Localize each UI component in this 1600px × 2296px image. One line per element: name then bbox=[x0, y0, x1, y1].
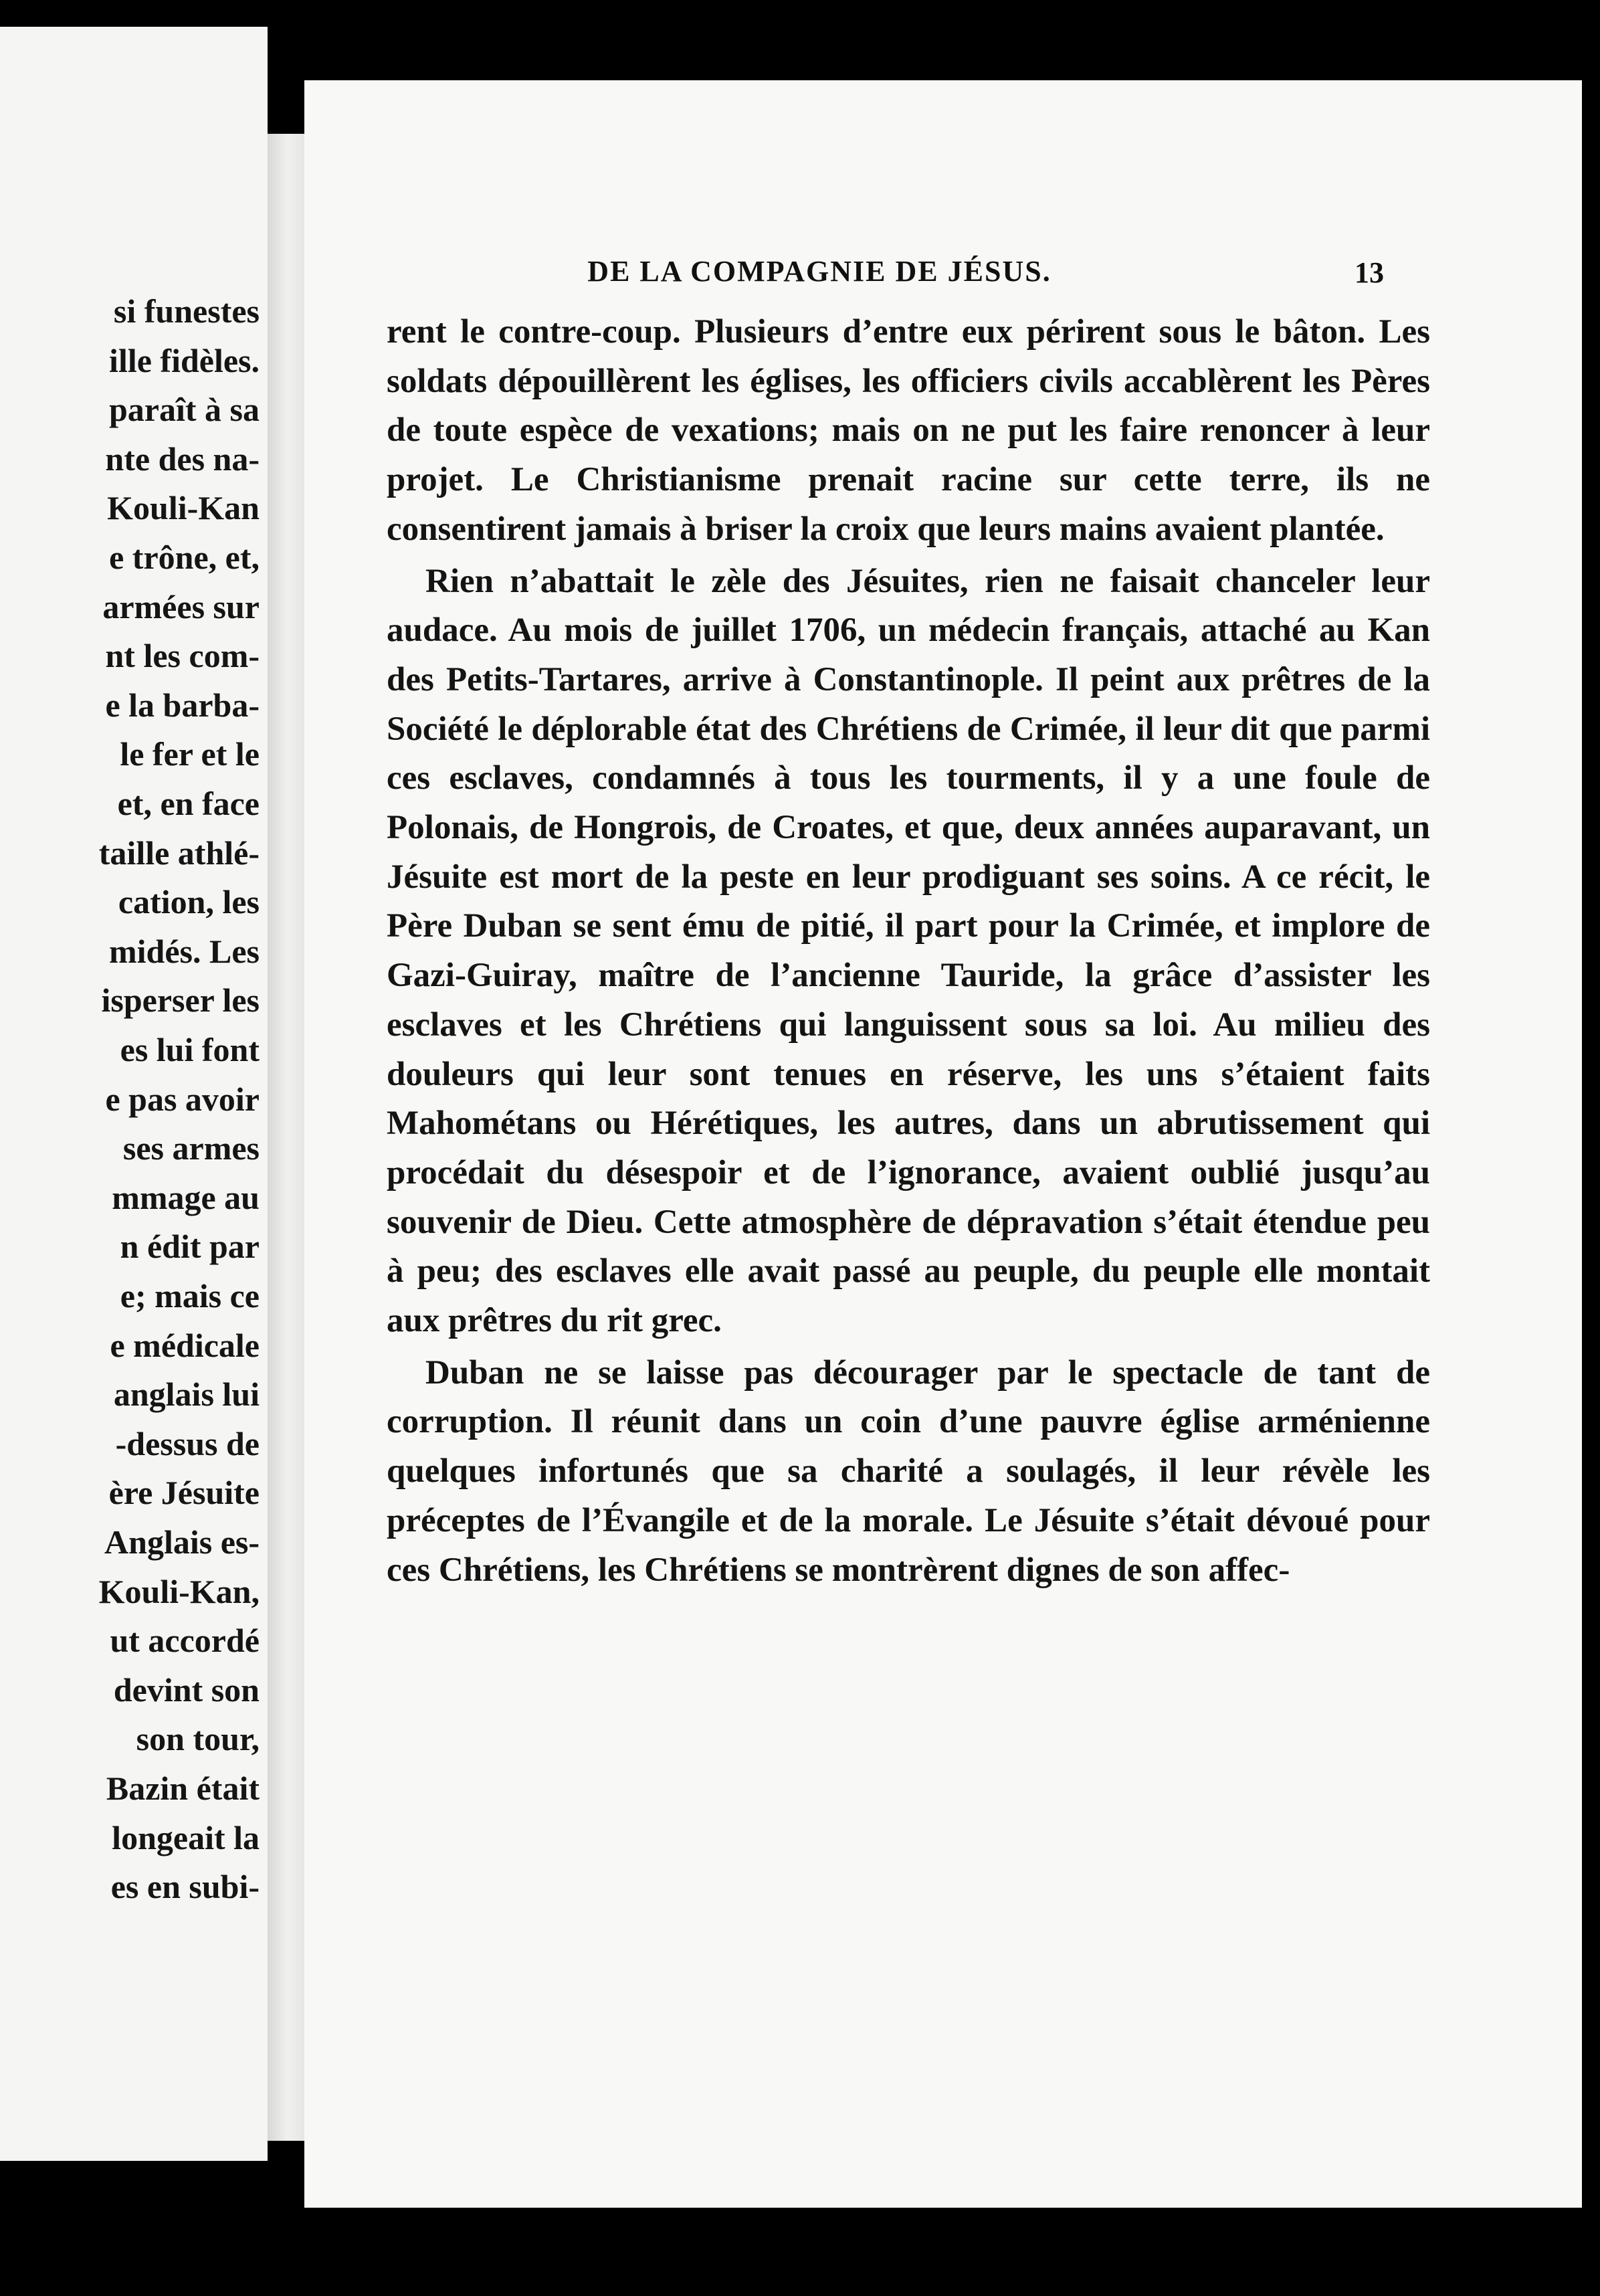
left-page-line: Kouli-Kan bbox=[107, 489, 260, 527]
left-page-line: paraît à sa bbox=[109, 391, 260, 429]
left-page bbox=[0, 27, 268, 2161]
left-page-line: le fer et le bbox=[120, 735, 260, 773]
left-page-line: nt les com- bbox=[105, 637, 260, 675]
running-header: DE LA COMPAGNIE DE JÉSUS. bbox=[587, 255, 1052, 288]
page-number: 13 bbox=[1355, 256, 1384, 289]
left-page-line: e pas avoir bbox=[105, 1080, 260, 1118]
left-page-line: armées sur bbox=[102, 587, 260, 626]
left-page-line: isperser les bbox=[101, 981, 260, 1020]
paragraph: Rien n’abattait le zèle des Jésuites, rien ne faisait chanceler leur audace. Au mois de juillet 1706, un médecin français, attaché au Kan des Petits-Tartares, arrive à Constantinople. Il peint aux prêtres de la Société le déplorable état des Chrétiens de Crimée, il leur dit que parmi ces esclaves, condamnés à tous les tourments, il y a une foule de Polonais, de Hongrois, de Croates, et que, deux années auparavant, un Jésuite est mort de la peste en leur prodiguant ses soins. A ce récit, le Père Duban se sent ému de pitié, il part pour la Crimée, et implore de Gazi-Guiray, maître de l’ancienne Tauride, la grâce d’assister les esclaves et les Chrétiens qui languissent sous sa loi. Au milieu des douleurs qui leur sont tenues en réserve, les uns s’étaient faits Mahométans ou Hérétiques, les autres, dans un abrutissement qui procédait du désespoir et de l’ignorance, avaient oublié jusqu’au souvenir de Dieu. Cette atmosphère de dépravation s’était étendue peu à peu; des esclaves elle avait passé au peuple, du peuple elle montait aux prêtres du rit grec. bbox=[387, 562, 1430, 1340]
left-page-line: ses armes bbox=[122, 1129, 260, 1167]
left-page-line: e; mais ce bbox=[120, 1277, 260, 1315]
left-page-line: ut accordé bbox=[110, 1622, 260, 1660]
left-page-line: mmage au bbox=[112, 1178, 260, 1216]
left-page-line: midés. Les bbox=[109, 932, 260, 970]
paragraph: Duban ne se laisse pas décourager par le spectacle de tant de corruption. Il réunit dans un coin d’une pauvre église arménienne quelques infortunés que sa charité a soulagés, il leur révèle les préceptes de l’Évangile et de la morale. Le Jésuite s’était dévoué pour ces Chrétiens, les Chrétiens se montrèrent dignes de son affec- bbox=[387, 1353, 1430, 1589]
left-page-line: es lui font bbox=[120, 1031, 260, 1068]
left-page-line: son tour, bbox=[136, 1720, 260, 1758]
left-page-line: et, en face bbox=[117, 785, 260, 822]
left-page-line: Bazin était bbox=[106, 1769, 260, 1807]
right-page bbox=[304, 80, 1582, 2208]
left-page-line: Kouli-Kan, bbox=[98, 1572, 260, 1610]
left-page-line: anglais lui bbox=[113, 1375, 260, 1414]
left-page-line: -dessus de bbox=[115, 1424, 260, 1462]
body-text bbox=[387, 308, 1430, 1595]
left-page-line: n édit par bbox=[120, 1228, 260, 1266]
left-page-line: Anglais es- bbox=[104, 1523, 260, 1561]
left-page-line: si funestes bbox=[113, 292, 260, 330]
left-page-line: taille athlé- bbox=[98, 834, 260, 872]
left-page-line: e médicale bbox=[110, 1326, 260, 1364]
left-page-line: es en subi- bbox=[110, 1868, 260, 1906]
left-page-line: ille fidèles. bbox=[109, 341, 260, 379]
left-page-line: cation, les bbox=[118, 883, 260, 921]
left-page-line: longeait la bbox=[112, 1818, 260, 1856]
left-page-line: e la barba- bbox=[105, 686, 260, 724]
left-page-line: devint son bbox=[113, 1670, 260, 1709]
left-page-line: nte des na- bbox=[105, 440, 260, 478]
left-page-line: e trône, et, bbox=[109, 539, 260, 576]
left-page-line: ère Jésuite bbox=[108, 1474, 260, 1512]
book-gutter bbox=[268, 134, 308, 2141]
paragraph: rent le contre-coup. Plusieurs d’entre eux périrent sous le bâton. Les soldats dépouillèrent les églises, les officiers civils accablèrent les Pères de toute espèce de vexations; mais on ne put les faire renoncer à leur projet. Le Christianisme prenait racine sur cette terre, ils ne consentirent jamais à briser la croix que leurs mains avaient plantée. bbox=[387, 313, 1430, 548]
